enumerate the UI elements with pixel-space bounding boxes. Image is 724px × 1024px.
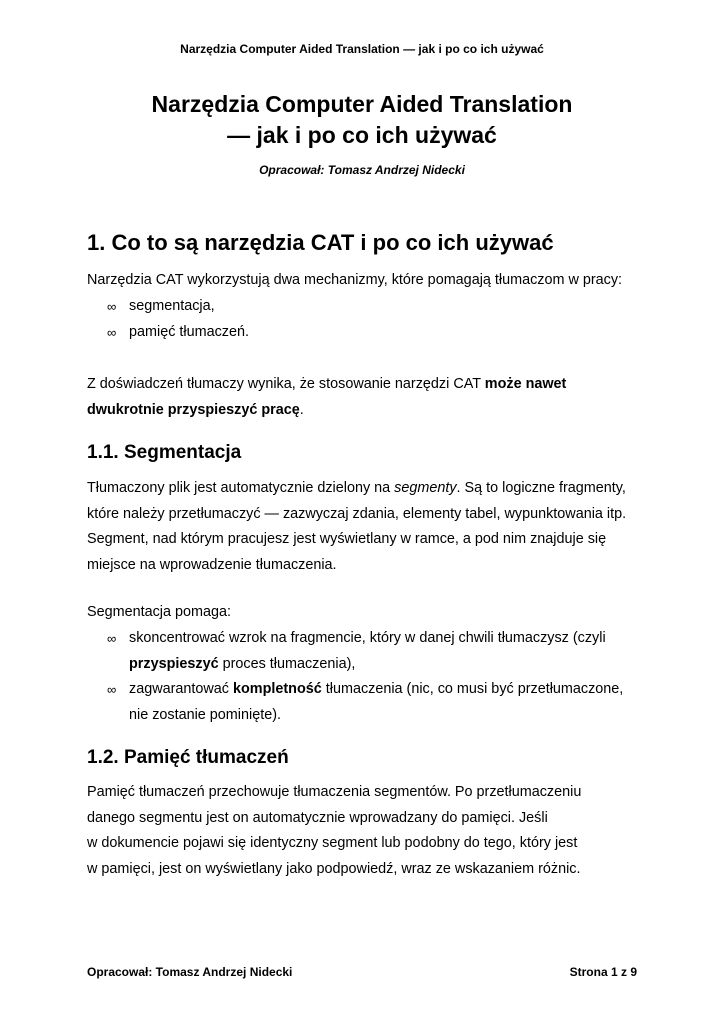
list-item: ∞ zagwarantować kompletność tłumaczenia (nic, co musi być przetłumaczone, nie zostanie pominięte). [87,677,623,728]
section-1-heading: 1. Co to są narzędzia CAT i po co ich używać [87,230,554,255]
segmentation-benefits-list [87,626,623,728]
mechanism-list [87,294,249,345]
running-header: Narzędzia Computer Aided Translation — jak i po co ich używać [180,42,544,56]
section-1-intro: Narzędzia CAT wykorzystują dwa mechanizmy, które pomagają tłumaczom w pracy: [87,272,623,288]
section-1-1-heading: 1.1. Segmentacja [87,442,242,463]
title-line-2: — jak i po co ich używać [227,122,497,148]
list-item: ∞ pamięć tłumaczeń. [87,320,249,346]
speedup-note: Z doświadczeń tłumaczy wynika, że stosowanie narzędzi CAT może nawet dwukrotnie przyspieszyć pracę. [87,376,567,418]
document-title [0,89,724,151]
title-line-1: Narzędzia Computer Aided Translation [151,91,573,117]
footer-author: Opracował: Tomasz Andrzej Nidecki [87,965,293,979]
infinity-bullet-icon: ∞ [107,631,117,646]
section-1-2-heading: 1.2. Pamięć tłumaczeń [87,747,289,768]
footer-page-number: Strona 1 z 9 [569,965,637,979]
infinity-bullet-icon: ∞ [107,299,117,314]
segmentation-helps: Segmentacja pomaga: [87,604,231,620]
segmentation-paragraph: Tłumaczony plik jest automatycznie dzielony na segmenty. Są to logiczne fragmenty, które należy przetłumaczyć — zazwyczaj zdania, elementy tabel, wypunktowania itp. Segment, nad którym pracujesz jest wyświetlany w ramce, a pod nim znajduje się miejsce na wprowadzenie tłumaczenia. [87,480,627,573]
translation-memory-paragraph: Pamięć tłumaczeń przechowuje tłumaczenia segmentów. Po przetłumaczeniu danego segmentu jest on automatycznie wprowadzany do pamięci. Jeśli w dokumencie pojawi się identyczny segment lub podobny do tego, który jest w pamięci, jest on wyświetlany jako podpowiedź, wraz ze wskazaniem różnic. [87,784,582,877]
infinity-bullet-icon: ∞ [107,682,117,697]
list-item: ∞ segmentacja, [87,294,249,320]
document-author: Opracował: Tomasz Andrzej Nidecki [259,163,465,177]
list-item: ∞ skoncentrować wzrok na fragmencie, który w danej chwili tłumaczysz (czyli przyspieszyć proces tłumaczenia), [87,626,623,677]
infinity-bullet-icon: ∞ [107,324,117,340]
